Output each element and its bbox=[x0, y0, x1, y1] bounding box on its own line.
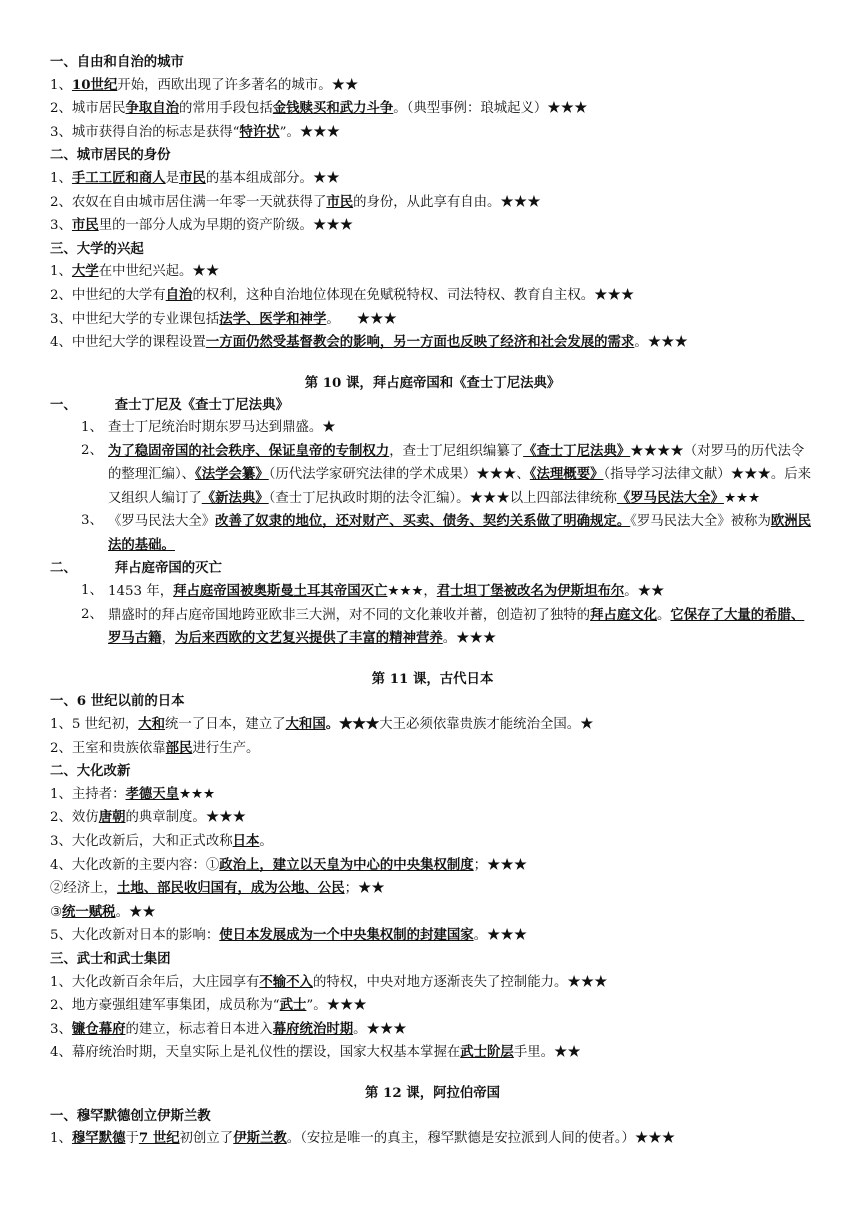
list-item: 1、大学在中世纪兴起。★★ bbox=[50, 263, 220, 280]
section-heading: 一、 查士丁尼及《查士丁尼法典》 bbox=[50, 397, 289, 414]
list-item: 1、穆罕默德于7 世纪初创立了伊斯兰教。（安拉是唯一的真主，穆罕默德是安拉派到人间的使者。）★★★ bbox=[50, 1130, 676, 1147]
section-heading: 三、武士和武士集团 bbox=[50, 950, 171, 967]
section-heading: 一、6 世纪以前的日本 bbox=[50, 693, 185, 710]
list-item: 1、主持者：孝德天皇★★★ bbox=[50, 785, 216, 802]
section-heading: 二、 拜占庭帝国的灭亡 bbox=[50, 560, 222, 577]
list-item: 5、大化改新对日本的影响：使日本发展成为一个中央集权制的封建国家。★★★ bbox=[50, 927, 528, 944]
list-item: 1、 查士丁尼统治时期东罗马达到鼎盛。★ bbox=[81, 419, 336, 435]
list-item: 2、效仿唐朝的典章制度。★★★ bbox=[50, 809, 246, 826]
list-item: 2、中世纪的大学有自治的权利，这种自治地位体现在免赋税特权、司法特权、教育自主权。★★★ bbox=[50, 286, 635, 303]
list-item: 3、大化改新后，大和正式改称日本。 bbox=[50, 833, 273, 849]
lesson-title: 第 12 课，阿拉伯帝国 bbox=[364, 1084, 501, 1101]
list-item: 2、王室和贵族依靠部民进行生产。 bbox=[50, 739, 260, 756]
list-item: 1、5 世纪初，大和统一了日本，建立了大和国。★★★大王必须依靠贵族才能统治全国。★ bbox=[50, 716, 594, 733]
section-heading: 三、大学的兴起 bbox=[50, 240, 144, 257]
list-item: 1、10世纪开始，西欧出现了许多著名的城市。★★ bbox=[50, 76, 359, 93]
section-heading: 二、城市居民的身份 bbox=[50, 147, 171, 164]
section-heading: 一、自由和自治的城市 bbox=[50, 54, 184, 70]
list-item: 2、城市居民争取自治的常用手段包括金钱赎买和武力斗争。（典型事例：琅城起义）★★★ bbox=[50, 100, 588, 117]
document-body bbox=[50, 51, 815, 1151]
list-item: 1、大化改新百余年后，大庄园享有不输不入的特权，中央对地方逐渐丧失了控制能力。★★★ bbox=[50, 973, 608, 990]
list-item: 2、 为了稳固帝国的社会秩序、保证皇帝的专制权力，查士丁尼组织编纂了《查士丁尼法典》★★★★（对罗马的历代法令的整理汇编）、《法学会纂》（历代法学家研究法律的学术成果）★★★、《法理概要》（指导学习法律文献）★★★。后来又组织人编订了《新法典》（查士丁尼执政时期的法令汇编）。★★★以上四部法律统称《罗马民法大全》★★★ bbox=[81, 442, 812, 506]
list-item: ②经济上，土地、部民收归国有，成为公地、公民；★★ bbox=[50, 880, 385, 897]
section-heading: 一、穆罕默德创立伊斯兰教 bbox=[50, 1107, 211, 1124]
list-item: 3、镰仓幕府的建立，标志着日本进入幕府统治时期。★★★ bbox=[50, 1020, 407, 1037]
list-item: 2、地方豪强组建军事集团，成员称为“武士”。★★★ bbox=[50, 997, 367, 1014]
list-item: ③统一赋税。★★ bbox=[50, 903, 156, 920]
list-item: 4、大化改新的主要内容：①政治上，建立以天皇为中心的中央集权制度；★★★ bbox=[50, 856, 528, 873]
list-item: 3、市民里的一部分人成为早期的资产阶级。★★★ bbox=[50, 217, 354, 234]
list-item: 3、 《罗马民法大全》改善了奴隶的地位，还对财产、买卖、债务、契约关系做了明确规定。《罗马民法大全》被称为欧洲民法的基础。 bbox=[81, 513, 812, 553]
section-heading: 二、大化改新 bbox=[50, 763, 131, 780]
list-item: 2、 鼎盛时的拜占庭帝国地跨亚欧非三大洲，对不同的文化兼收并蓄，创造初了独特的拜占庭文化。它保存了大量的希腊、罗马古籍，为后来西欧的文艺复兴提供了丰富的精神营养。★★★ bbox=[81, 606, 805, 647]
list-item: 1、 1453 年，拜占庭帝国被奥斯曼土耳其帝国灭亡★★★，君士坦丁堡被改名为伊斯坦布尔。★★ bbox=[81, 583, 665, 600]
list-item: 4、中世纪大学的课程设置一方面仍然受基督教会的影响，另一方面也反映了经济和社会发展的需求。★★★ bbox=[50, 334, 688, 351]
lesson-title: 第 11 课，古代日本 bbox=[371, 670, 494, 687]
list-item: 4、幕府统治时期，天皇实际上是礼仪性的摆设，国家大权基本掌握在武士阶层手里。★★ bbox=[50, 1044, 581, 1061]
list-item: 3、中世纪大学的专业课包括法学、医学和神学。 ★★★ bbox=[50, 310, 397, 327]
lesson-title: 第 10 课，拜占庭帝国和《查士丁尼法典》 bbox=[304, 374, 561, 391]
list-item: 2、农奴在自由城市居住满一年零一天就获得了市民的身份，从此享有自由。★★★ bbox=[50, 193, 541, 210]
list-item: 1、手工工匠和商人是市民的基本组成部分。★★ bbox=[50, 169, 340, 186]
list-item: 3、城市获得自治的标志是获得“特许状”。★★★ bbox=[50, 123, 341, 140]
